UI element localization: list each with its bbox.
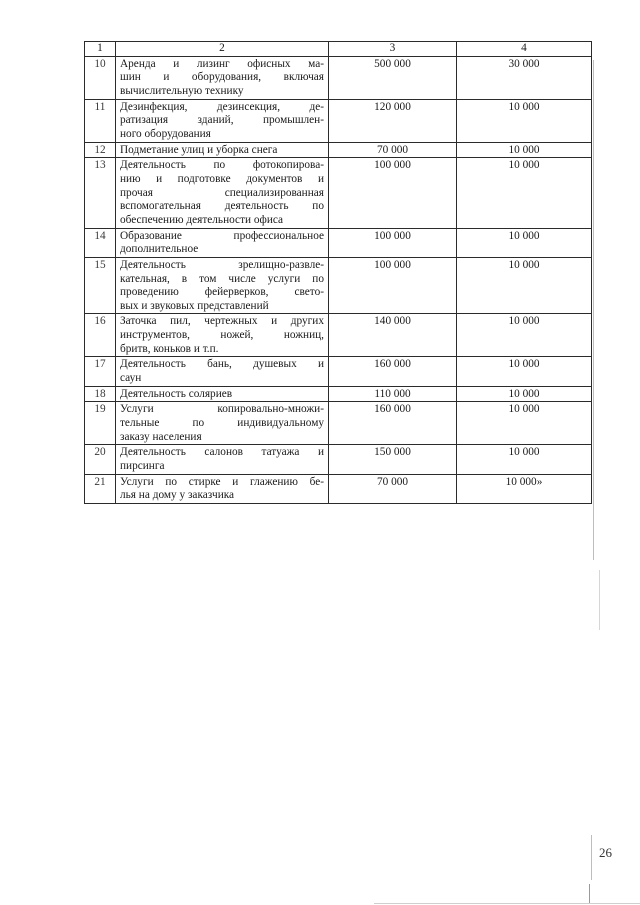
description-line: бритв, коньков и т.п. xyxy=(120,342,219,355)
activity-description-cell xyxy=(116,56,329,99)
table-row xyxy=(85,56,592,99)
description-line: вспомогательная деятельность по xyxy=(120,200,324,213)
description-line: Услуги по стирке и глажению бе- xyxy=(120,475,324,488)
description-line: Деятельность соляриев xyxy=(120,387,233,400)
description-line: прочая специализированная xyxy=(120,186,324,199)
activity-description-cell xyxy=(116,474,329,503)
activity-description-cell xyxy=(116,445,329,474)
column-4-value-cell: 10 000 xyxy=(457,228,592,257)
row-number-cell: 16 xyxy=(85,314,116,357)
description-line: дополнительное xyxy=(120,243,199,256)
scan-edge-line xyxy=(589,884,590,903)
description-line: инструментов, ножей, ножниц, xyxy=(120,329,324,342)
description-line: лья на дому у заказчика xyxy=(120,489,235,502)
description-line: Дезинфекция, дезинсекция, де- xyxy=(120,100,324,113)
row-number-cell: 18 xyxy=(85,386,116,402)
description-line: пирсинга xyxy=(120,460,165,473)
description-line: Деятельность салонов татуажа и xyxy=(120,446,324,459)
page-number: 26 xyxy=(599,845,612,860)
header-cell-3: 3 xyxy=(329,42,457,57)
table-header-row xyxy=(85,42,592,57)
description-line: обеспечению деятельности офиса xyxy=(120,213,284,226)
row-number-cell: 12 xyxy=(85,142,116,158)
table-row xyxy=(85,314,592,357)
description-line: шин и оборудования, включая xyxy=(120,71,324,84)
activity-description-cell xyxy=(116,257,329,314)
column-4-value-cell: 10 000» xyxy=(457,474,592,503)
table-row xyxy=(85,474,592,503)
row-number-cell: 14 xyxy=(85,228,116,257)
column-4-value-cell: 10 000 xyxy=(457,402,592,445)
activity-description-cell xyxy=(116,386,329,402)
description-line: проведению фейерверков, свето- xyxy=(120,286,324,299)
column-3-value-cell: 100 000 xyxy=(329,257,457,314)
description-line: Услуги копировально-множи- xyxy=(120,403,324,416)
column-3-value-cell: 160 000 xyxy=(329,357,457,386)
header-cell-1: 1 xyxy=(85,42,116,57)
description-line: Деятельность по фотокопирова- xyxy=(120,159,324,172)
scan-edge-line xyxy=(593,60,594,560)
column-3-value-cell: 150 000 xyxy=(329,445,457,474)
description-line: вых и звуковых представлений xyxy=(120,299,269,312)
column-3-value-cell: 500 000 xyxy=(329,56,457,99)
column-4-value-cell: 30 000 xyxy=(457,56,592,99)
activity-description-cell xyxy=(116,99,329,142)
scan-edge-line xyxy=(374,903,640,904)
description-line: Подметание улиц и уборка снега xyxy=(120,143,278,156)
activity-description-cell xyxy=(116,142,329,158)
table-row xyxy=(85,445,592,474)
description-line: тельные по индивидуальному xyxy=(120,417,324,430)
description-line: Деятельность зрелищно-развле- xyxy=(120,258,324,271)
description-line: кательная, в том числе услуги по xyxy=(120,272,324,285)
row-number-cell: 11 xyxy=(85,99,116,142)
column-3-value-cell: 140 000 xyxy=(329,314,457,357)
row-number-cell: 10 xyxy=(85,56,116,99)
header-cell-4: 4 xyxy=(457,42,592,57)
column-3-value-cell: 160 000 xyxy=(329,402,457,445)
description-line: Заточка пил, чертежных и других xyxy=(120,315,324,328)
activity-description-cell xyxy=(116,357,329,386)
activity-description-cell xyxy=(116,402,329,445)
table-row xyxy=(85,158,592,228)
scan-edge-line xyxy=(591,835,592,880)
row-number-cell: 17 xyxy=(85,357,116,386)
description-line: ного оборудования xyxy=(120,127,211,140)
table-row xyxy=(85,99,592,142)
tariff-table xyxy=(84,41,592,504)
column-3-value-cell: 100 000 xyxy=(329,228,457,257)
description-line: Аренда и лизинг офисных ма- xyxy=(120,57,324,70)
description-line: заказу населения xyxy=(120,430,202,443)
column-4-value-cell: 10 000 xyxy=(457,357,592,386)
activity-description-cell xyxy=(116,228,329,257)
table-row xyxy=(85,386,592,402)
column-4-value-cell: 10 000 xyxy=(457,445,592,474)
row-number-cell: 20 xyxy=(85,445,116,474)
column-4-value-cell: 10 000 xyxy=(457,386,592,402)
table-row xyxy=(85,402,592,445)
column-4-value-cell: 10 000 xyxy=(457,257,592,314)
description-line: саун xyxy=(120,372,142,385)
header-cell-2: 2 xyxy=(116,42,329,57)
row-number-cell: 21 xyxy=(85,474,116,503)
table-row xyxy=(85,142,592,158)
row-number-cell: 15 xyxy=(85,257,116,314)
table-row xyxy=(85,228,592,257)
row-number-cell: 13 xyxy=(85,158,116,228)
column-3-value-cell: 100 000 xyxy=(329,158,457,228)
activity-description-cell xyxy=(116,314,329,357)
column-3-value-cell: 110 000 xyxy=(329,386,457,402)
description-line: нию и подготовке документов и xyxy=(120,172,324,185)
table-row xyxy=(85,357,592,386)
table-body xyxy=(85,42,592,504)
column-4-value-cell: 10 000 xyxy=(457,158,592,228)
column-4-value-cell: 10 000 xyxy=(457,99,592,142)
scan-edge-line xyxy=(599,570,600,630)
column-4-value-cell: 10 000 xyxy=(457,314,592,357)
column-3-value-cell: 70 000 xyxy=(329,474,457,503)
column-3-value-cell: 70 000 xyxy=(329,142,457,158)
description-line: Деятельность бань, душевых и xyxy=(120,358,324,371)
description-line: вычислительную технику xyxy=(120,84,244,97)
description-line: ратизация зданий, промышлен- xyxy=(120,114,324,127)
column-4-value-cell: 10 000 xyxy=(457,142,592,158)
table-row xyxy=(85,257,592,314)
activity-description-cell xyxy=(116,158,329,228)
description-line: Образование профессиональное xyxy=(120,229,324,242)
column-3-value-cell: 120 000 xyxy=(329,99,457,142)
row-number-cell: 19 xyxy=(85,402,116,445)
